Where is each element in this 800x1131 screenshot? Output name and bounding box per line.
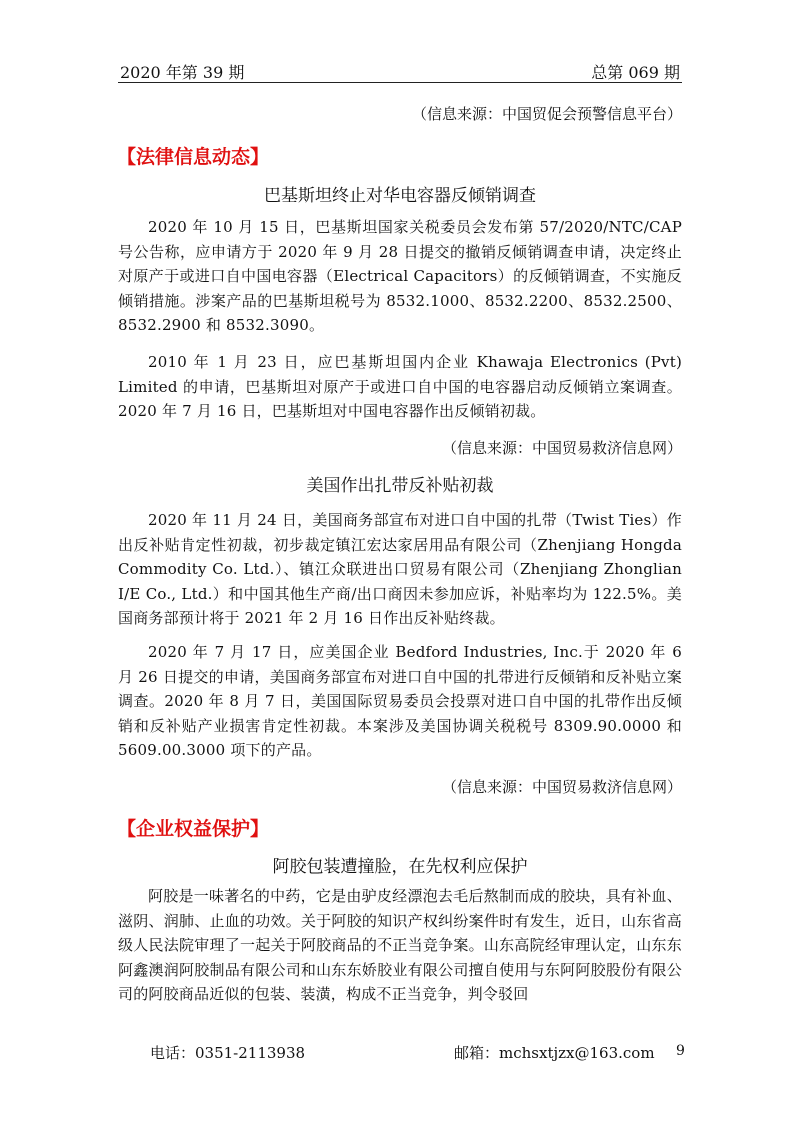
page-number: 9	[676, 1043, 685, 1059]
article-title-usa: 美国作出扎带反补贴初裁	[306, 476, 494, 496]
total-issue-number: 总第 069 期	[591, 63, 680, 82]
section-heading-enterprise: 【企业权益保护】	[117, 818, 270, 840]
info-source-top: （信息来源：中国贸促会预警信息平台）	[411, 105, 682, 123]
article-paragraph: 2020 年 11 月 24 日，美国商务部宣布对进口自中国的扎带（Twist Ties）作出反补贴肯定性初裁，初步裁定镇江宏达家居用品有限公司（Zhenjiang Hongda Commodity Co. Ltd.）、镇江众联进出口贸易有限公司（Zhenjiang Zhonglian I/E Co., Ltd.）和中国其他生产商/出口商因未参加应诉，补贴率均为 122.5%。美国商务部预计将于 2021 年 2 月 16 日作出反补贴终裁。	[118, 511, 682, 627]
info-source: （信息来源：中国贸易救济信息网）	[441, 778, 682, 796]
article-paragraph: 2020 年 10 月 15 日，巴基斯坦国家关税委员会发布第 57/2020/NTC/CAP 号公告称，应申请方于 2020 年 9 月 28 日提交的撤销反倾销调查申请，决定终止对原产于或进口自中国电容器（Electrical Capacitors）的反倾销调查，不实施反倾销措施。涉案产品的巴基斯坦税号为 8532.1000、8532.2200、8532.2500、8532.2900 和 8532.3090。	[118, 218, 682, 334]
issue-number: 2020 年第 39 期	[120, 63, 245, 82]
page-header	[118, 56, 682, 83]
footer-email: 邮箱：mchsxtjzx@163.com	[454, 1044, 655, 1062]
article-title-ejiao: 阿胶包装遭撞脸，在先权利应保护	[272, 857, 528, 877]
article-paragraph: 阿胶是一味著名的中药，它是由驴皮经漂泡去毛后熬制而成的胶块，具有补血、滋阴、润肺、止血的功效。关于阿胶的知识产权纠纷案件时有发生，近日，山东省高级人民法院审理了一起关于阿胶商品的不正当竞争案。山东高院经审理认定，山东东阿鑫澳润阿胶制品有限公司和山东东娇胶业有限公司擅自使用与东阿阿胶股份有限公司的阿胶商品近似的包装、装潢，构成不正当竞争，判令驳回	[118, 887, 682, 1003]
article-paragraph: 2010 年 1 月 23 日，应巴基斯坦国内企业 Khawaja Electronics (Pvt) Limited 的申请，巴基斯坦对原产于或进口自中国的电容器启动反倾销立案调查。2020 年 7 月 16 日，巴基斯坦对中国电容器作出反倾销初裁。	[118, 353, 682, 420]
footer-phone: 电话：0351-2113938	[150, 1044, 306, 1062]
article-title-pakistan: 巴基斯坦终止对华电容器反倾销调查	[264, 186, 536, 206]
info-source: （信息来源：中国贸易救济信息网）	[441, 439, 682, 457]
section-heading-legal: 【法律信息动态】	[117, 146, 270, 168]
article-paragraph: 2020 年 7 月 17 日，应美国企业 Bedford Industries, Inc.于 2020 年 6 月 26 日提交的申请，美国商务部宣布对进口自中国的扎带进行反倾销和反补贴立案调查。2020 年 8 月 7 日，美国国际贸易委员会投票对进口自中国的扎带作出反倾销和反补贴产业损害肯定性初裁。本案涉及美国协调关税税号 8309.90.0000 和 5609.00.3000 项下的产品。	[118, 643, 682, 759]
